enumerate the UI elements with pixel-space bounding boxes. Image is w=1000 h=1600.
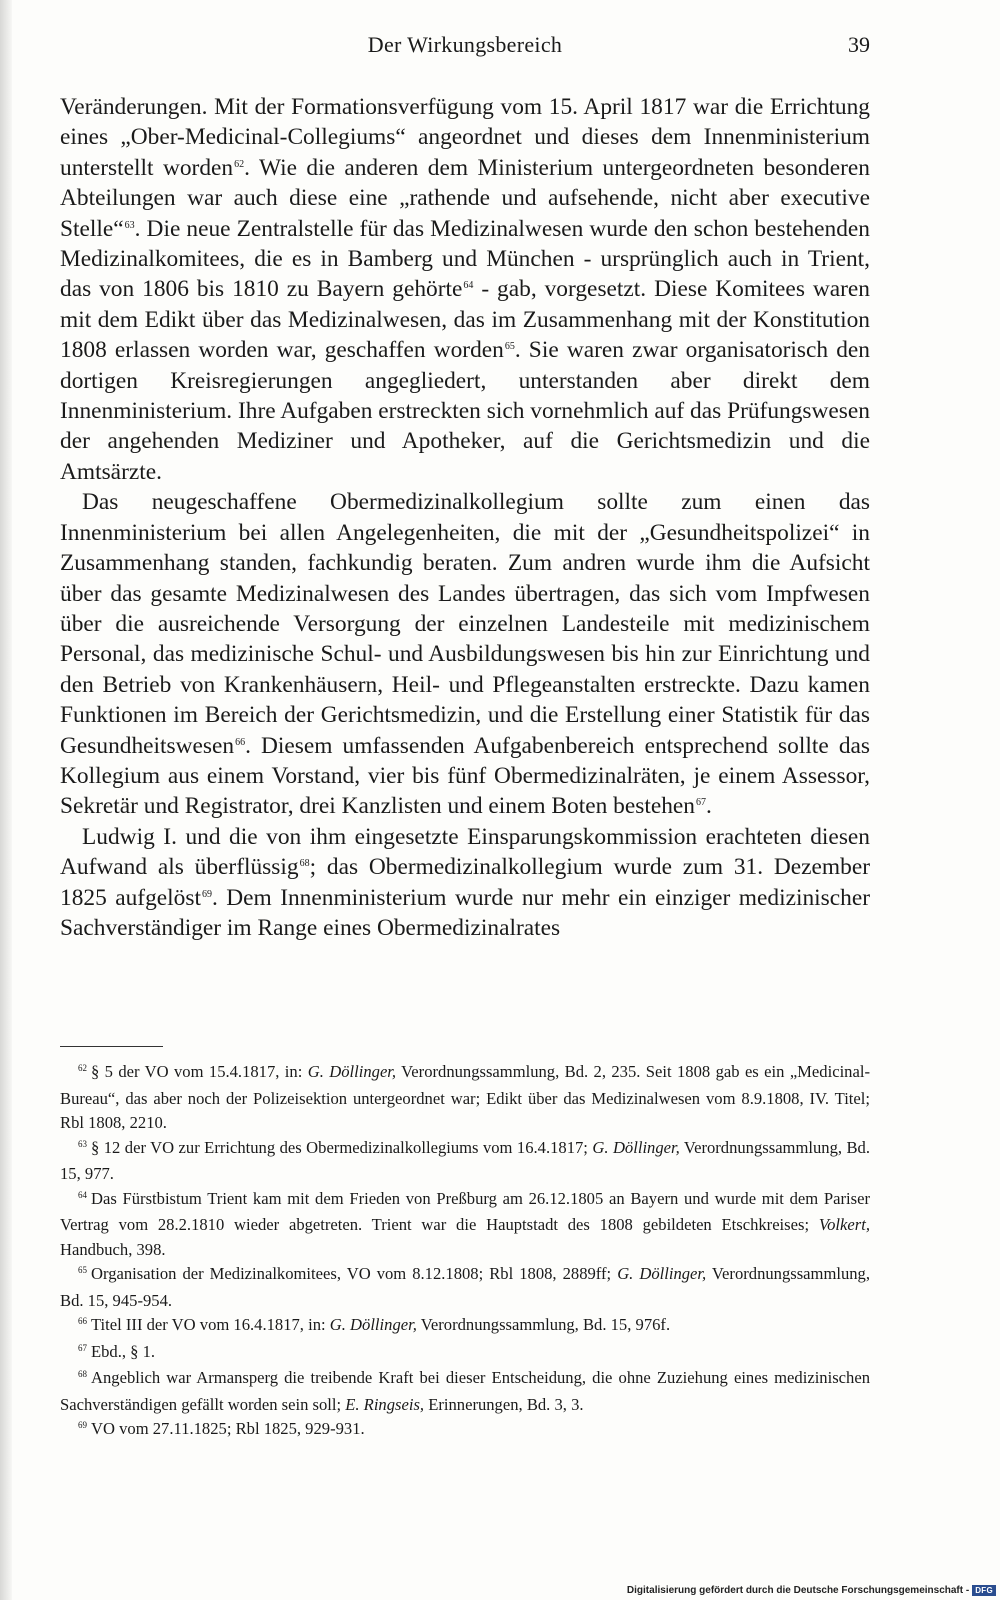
footnote-text: Ebd., § 1.	[91, 1341, 156, 1361]
running-title: Der Wirkungsbereich	[367, 32, 563, 57]
footnote-number: 62	[78, 1063, 87, 1073]
footnote-text: Verordnungssammlung, Bd. 15, 976f.	[416, 1315, 671, 1334]
text-run: . Diesem umfassenden Aufgabenbereich entsprechend sollte das Kollegium aus einem Vorstand, vier bis fünf Obermedizinalräten, je einem Assessor, Sekretär und Registrator, drei Kanzlisten und einem Boten bestehen	[60, 732, 870, 820]
footnote-text: § 12 der VO zur Errichtung des Obermedizinalkollegiums vom 16.4.1817;	[91, 1137, 593, 1157]
footnote	[60, 1366, 870, 1417]
footnote	[60, 1313, 870, 1340]
footnote-text: Verordnungssammlung, Bd. 2, 235. Seit 1808 gab es ein „Medicinal-Bureau“, das aber noch der Polizeisektion untergeordnet war; Edikt über das Medizinalwesen vom 8.9.1808, IV. Titel; Rbl 1808, 2210.	[60, 1062, 870, 1132]
footnote-ref: 65	[504, 341, 515, 353]
text-run: . Sie waren zwar organisatorisch den dortigen Kreisregierungen angegliedert, unterstanden aber direkt dem Innenministerium. Ihre Aufgaben erstreckten sich vornehmlich auf das Prüfungswesen der angehenden Mediziner und Apotheker, auf die Gerichtsmedizin und die Amtsärzte.	[60, 337, 870, 485]
footnote-author: G. Döllinger,	[592, 1137, 680, 1157]
text-run: . Wie die anderen dem Ministerium untergeordneten besonderen Abteilungen war auch diese eine „rathende und aufsehende, nicht aber executive Stelle“	[60, 154, 870, 242]
page-edge-shadow	[0, 0, 12, 1600]
text-run: ; das Obermedizinalkollegium wurde zum 31. Dezember 1825 aufgelöst	[60, 854, 870, 911]
footnote	[60, 1136, 870, 1187]
footnote-text: Angeblich war Armansperg die treibende Kraft bei dieser Entscheidung, die ohne Zuziehung eines medizinischen Sachverständigen gefällt worden sein soll;	[60, 1368, 870, 1414]
footnote-number: 63	[78, 1138, 87, 1149]
footnote-number: 65	[78, 1265, 87, 1275]
footnote	[60, 1417, 870, 1444]
footnote-rule	[60, 1046, 163, 1047]
text-run: - gab, vorgesetzt. Diese Komitees waren mit dem Edikt über das Medizinalwesen, das im Zusammenhang mit der Konstitution 1808 erlassen worden war, geschaffen worden	[60, 276, 870, 364]
paragraph	[60, 822, 870, 944]
paragraph	[60, 487, 870, 821]
credit-text: Digitalisierung gefördert durch die Deutsche Forschungsgemeinschaft -	[626, 1585, 970, 1596]
digitization-credit	[627, 1585, 996, 1596]
text-run: Das neugeschaffene Obermedizinalkollegium sollte zum einen das Innenministerium bei allen Angelegenheiten, die mit der „Gesundheitspolizei“ in Zusammenhang standen, fachkundig beraten. Zum andren wurde ihm die Aufsicht über das gesamte Medizinalwesen des Landes übertragen, das sich vom Impfwesen über die ausreichende Versorgung der einzelnen Landesteile mit medizinischem Personal, das medizinische Schul- und Ausbildungswesen bis hin zur Einrichtung und den Betrieb von Krankenhäusern, Heil- und Pflegeanstalten erstreckte. Dazu kamen Funktionen im Bereich der Gerichtsmedizin, und die Erstellung einer Statistik für das Gesundheitswesen	[60, 489, 870, 759]
footnote-author: E. Ringseis,	[345, 1394, 425, 1414]
footnote	[60, 1340, 870, 1367]
page-header	[60, 32, 870, 64]
footnote-text: VO vom 27.11.1825; Rbl 1825, 929-931.	[91, 1419, 365, 1438]
footnote-author: G. Döllinger,	[329, 1315, 417, 1334]
footnote-ref: 63	[124, 219, 135, 231]
footnote-number: 68	[78, 1369, 87, 1379]
dfg-logo: DFG	[972, 1585, 996, 1596]
footnote	[60, 1060, 870, 1136]
footnote-number: 64	[78, 1189, 87, 1200]
footnote-text: Erinnerungen, Bd. 3, 3.	[424, 1394, 584, 1414]
footnote-ref: 68	[299, 858, 310, 870]
text-run: . Die neue Zentralstelle für das Medizinalwesen wurde den schon bestehenden Medizinalkomitees, die es in Bamberg und München - ursprünglich auch in Trient, das von 1806 bis 1810 zu Bayern gehörte	[60, 215, 870, 303]
footnote-ref: 69	[201, 888, 212, 900]
footnote-number: 69	[78, 1420, 87, 1430]
page-number: 39	[848, 32, 870, 57]
footnote-ref: 66	[235, 736, 246, 748]
text-run: Ludwig I. und die von ihm eingesetzte Einsparungskommission erachteten diesen Aufwand als überflüssig	[60, 823, 870, 881]
text-run: .	[705, 793, 712, 820]
text-run: Veränderungen. Mit der Formationsverfügung vom 15. April 1817 war die Errichtung eines „Ober-Medicinal-Collegiums“ angeordnet und dieses dem Innenministerium unterstellt worden	[60, 94, 870, 181]
footnote-author: G. Döllinger,	[617, 1264, 707, 1283]
footnote-text: § 5 der VO vom 15.4.1817, in:	[91, 1062, 308, 1081]
footnote-ref: 64	[463, 280, 474, 292]
footnote-text: Verordnungssammlung, Bd. 15, 977.	[60, 1137, 870, 1183]
footnote-author: G. Döllinger,	[307, 1062, 397, 1081]
footnote	[60, 1187, 870, 1263]
footnotes	[60, 1060, 870, 1444]
paragraph	[60, 92, 870, 487]
footnote	[60, 1262, 870, 1313]
footnote-text: Titel III der VO vom 16.4.1817, in:	[91, 1315, 330, 1334]
footnote-text: Organisation der Medizinalkomitees, VO vom 8.12.1808; Rbl 1808, 2889ff;	[91, 1264, 618, 1283]
body-text	[60, 92, 870, 943]
footnote-text: Verordnungssammlung, Bd. 15, 945-954.	[60, 1264, 870, 1310]
footnote-ref: 62	[234, 158, 245, 170]
footnote-text: Handbuch, 398.	[60, 1239, 166, 1259]
footnote-text: Das Fürstbistum Trient kam mit dem Frieden von Preßburg am 26.12.1805 an Bayern und wurde mit dem Pariser Vertrag vom 28.2.1810 wieder abgetreten. Trient war die Hauptstadt des 1808 gebildeten Etschkreises;	[60, 1188, 870, 1234]
footnote-number: 66	[78, 1316, 87, 1326]
footnote-author: Volkert,	[818, 1215, 870, 1234]
text-run: . Dem Innenministerium wurde nur mehr ein einziger medizinischer Sachverständiger im Range eines Obermedizinalrates	[60, 884, 870, 941]
footnote-number: 67	[78, 1342, 87, 1353]
footnote-ref: 67	[695, 797, 706, 809]
